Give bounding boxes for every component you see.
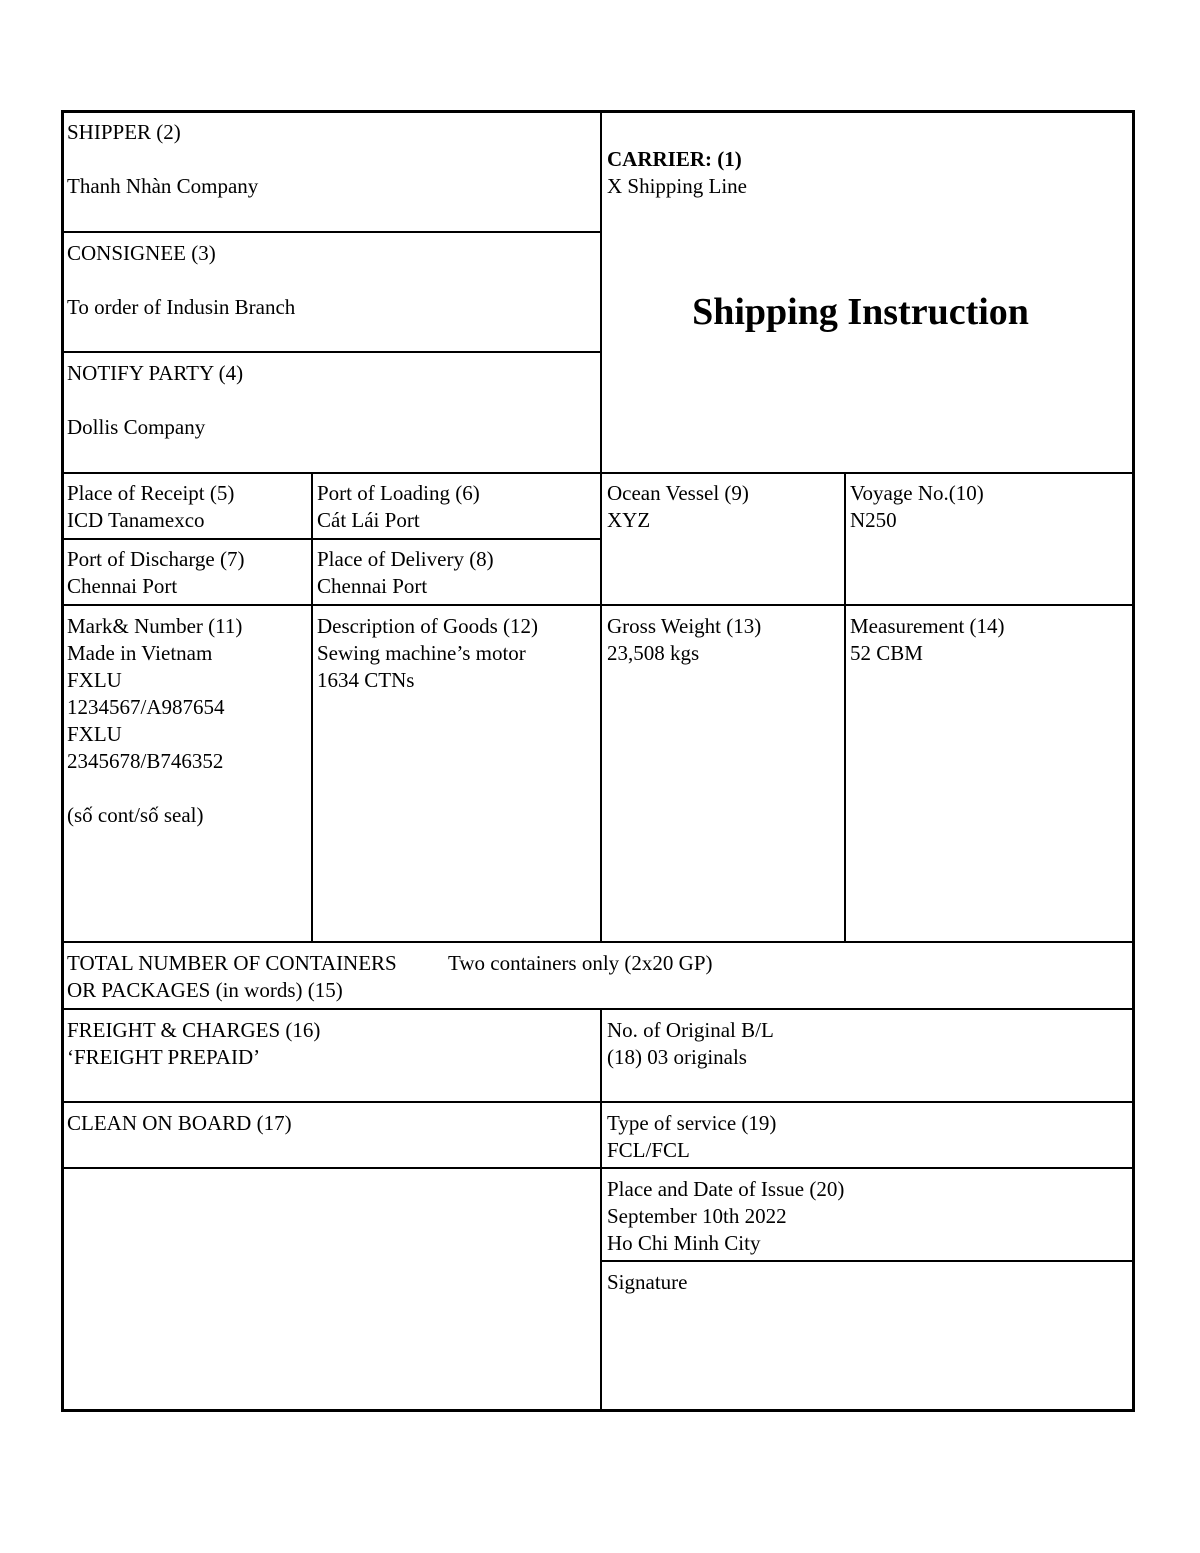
- clean-on-board-label: CLEAN ON BOARD (17): [67, 1111, 292, 1135]
- frame-bottom: [61, 1409, 1135, 1412]
- issue-place: Ho Chi Minh City: [607, 1231, 761, 1255]
- marks-numbers-line: Made in Vietnam: [67, 641, 213, 665]
- ocean-vessel-label: Ocean Vessel (9): [607, 481, 749, 505]
- carrier-label: CARRIER: (1): [607, 147, 742, 171]
- voyage-no-label: Voyage No.(10): [850, 481, 984, 505]
- frame-top: [61, 110, 1135, 113]
- divider: [61, 231, 602, 233]
- port-of-loading-label: Port of Loading (6): [317, 481, 480, 505]
- divider: [61, 538, 602, 540]
- gross-weight-label: Gross Weight (13): [607, 614, 762, 638]
- divider: [61, 472, 1135, 474]
- divider: [601, 1260, 1135, 1262]
- original-bl-label: No. of Original B/L: [607, 1018, 774, 1042]
- divider: [61, 1101, 1135, 1103]
- notify-party-label: NOTIFY PARTY (4): [67, 361, 244, 385]
- port-of-discharge-value: Chennai Port: [67, 574, 178, 598]
- original-bl-value: (18) 03 originals: [607, 1045, 747, 1069]
- divider: [61, 941, 1135, 943]
- frame-left: [61, 110, 64, 1412]
- divider: [61, 1167, 1135, 1169]
- divider: [61, 351, 602, 353]
- divider: [600, 110, 602, 942]
- notify-party-value: Dollis Company: [67, 415, 206, 439]
- port-of-loading-value: Cát Lái Port: [317, 508, 420, 532]
- ocean-vessel-value: XYZ: [607, 508, 651, 532]
- total-containers-value: Two containers only (2x20 GP): [448, 951, 713, 975]
- shipping-instruction-form: [61, 110, 1135, 1412]
- marks-numbers-line: 1234567/A987654: [67, 695, 225, 719]
- description-of-goods-line: Sewing machine’s motor: [317, 641, 526, 665]
- total-containers-label-line1: TOTAL NUMBER OF CONTAINERS: [67, 951, 397, 975]
- port-of-discharge-label: Port of Discharge (7): [67, 547, 245, 571]
- voyage-no-value: N250: [850, 508, 897, 532]
- consignee-value: To order of Indusin Branch: [67, 295, 296, 319]
- issue-date: September 10th 2022: [607, 1204, 787, 1228]
- marks-numbers-label: Mark& Number (11): [67, 614, 243, 638]
- place-date-issue-label: Place and Date of Issue (20): [607, 1177, 845, 1201]
- description-of-goods-label: Description of Goods (12): [317, 614, 539, 638]
- place-of-delivery-label: Place of Delivery (8): [317, 547, 494, 571]
- marks-numbers-line: FXLU: [67, 668, 122, 692]
- type-of-service-label: Type of service (19): [607, 1111, 777, 1135]
- document-title: Shipping Instruction: [692, 291, 1029, 333]
- shipper-value: Thanh Nhàn Company: [67, 174, 259, 198]
- total-containers-label-line2: OR PACKAGES (in words) (15): [67, 978, 343, 1002]
- carrier-value: X Shipping Line: [607, 174, 747, 198]
- freight-charges-label: FREIGHT & CHARGES (16): [67, 1018, 321, 1042]
- place-of-delivery-value: Chennai Port: [317, 574, 428, 598]
- shipper-label: SHIPPER (2): [67, 120, 181, 144]
- place-of-receipt-value: ICD Tanamexco: [67, 508, 205, 532]
- marks-numbers-line: FXLU: [67, 722, 122, 746]
- description-of-goods-line: 1634 CTNs: [317, 668, 415, 692]
- divider: [311, 472, 313, 942]
- divider: [61, 604, 1135, 606]
- measurement-label: Measurement (14): [850, 614, 1005, 638]
- place-of-receipt-label: Place of Receipt (5): [67, 481, 235, 505]
- divider: [61, 1008, 1135, 1010]
- gross-weight-value: 23,508 kgs: [607, 641, 700, 665]
- frame-right: [1132, 110, 1135, 1412]
- measurement-value: 52 CBM: [850, 641, 923, 665]
- type-of-service-value: FCL/FCL: [607, 1138, 690, 1162]
- marks-numbers-line: 2345678/B746352: [67, 749, 224, 773]
- marks-numbers-note: (số cont/số seal): [67, 803, 204, 827]
- signature-label: Signature: [607, 1270, 688, 1294]
- divider: [600, 1008, 602, 1412]
- freight-charges-value: ‘FREIGHT PREPAID’: [67, 1045, 261, 1069]
- consignee-label: CONSIGNEE (3): [67, 241, 216, 265]
- divider: [844, 472, 846, 942]
